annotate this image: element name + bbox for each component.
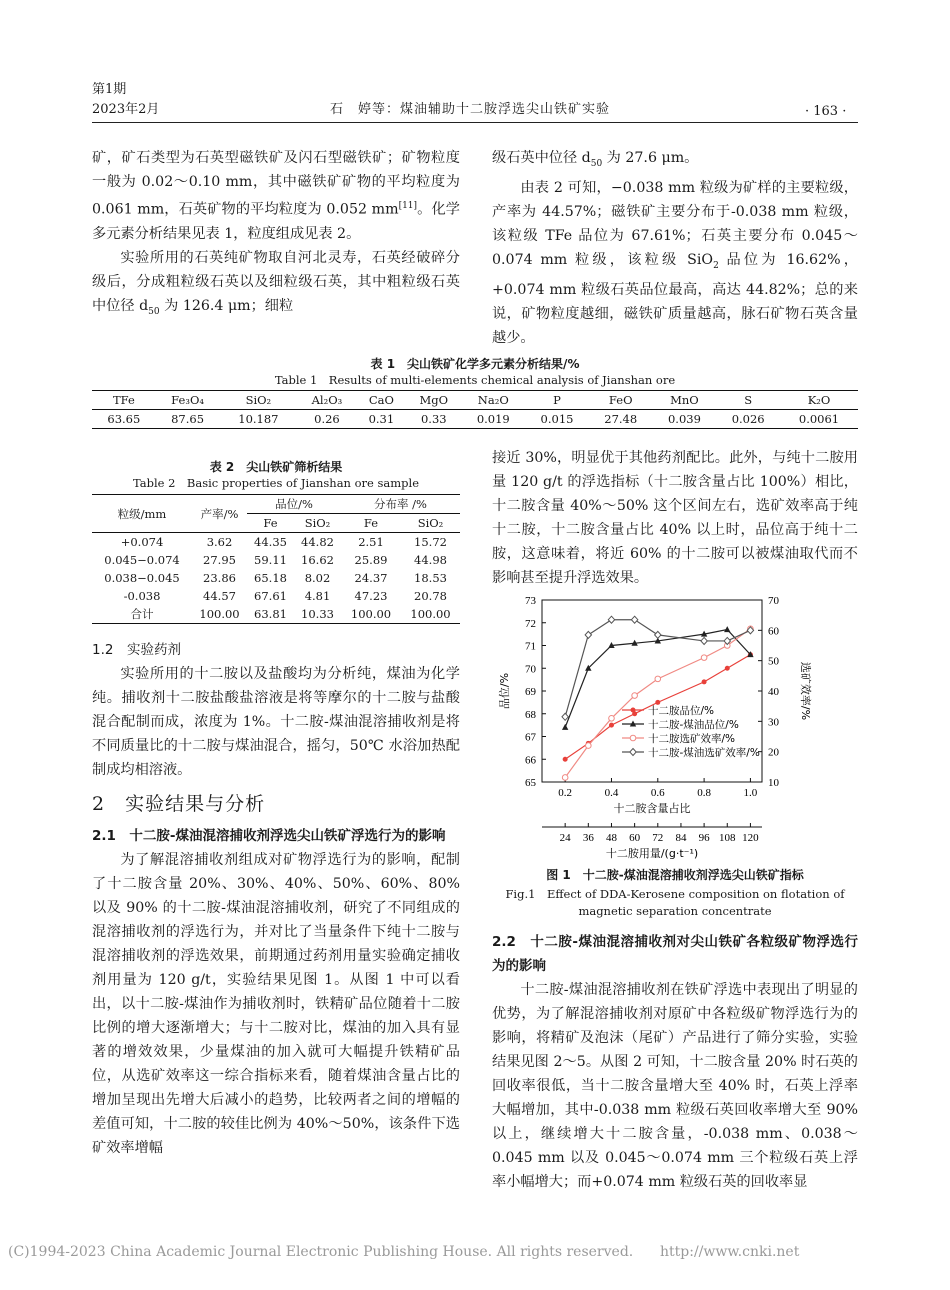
table2-cell: 100.00 <box>410 607 451 621</box>
section-2-1-heading: 2.1 十二胺-煤油混溶捕收剂浮选尖山铁矿浮选行为的影响 <box>92 828 446 844</box>
table2-body <box>92 533 460 624</box>
table2-h-grade: 品位/% <box>247 495 341 514</box>
table1-header-cell: Fe₃O₄ <box>171 393 204 407</box>
section-2-heading: 2 实验结果与分析 <box>92 793 266 815</box>
x2-tick-label: 24 <box>559 832 571 844</box>
table-row <box>92 587 460 605</box>
table-row <box>92 533 460 552</box>
data-point <box>655 676 661 682</box>
x-tick-label: 0.4 <box>604 787 619 799</box>
table1-value-cell: 0.026 <box>731 412 765 426</box>
right-body-bottom <box>492 930 858 1194</box>
table1-header-cell: K₂O <box>807 393 831 407</box>
y-left-tick-label: 65 <box>525 777 536 789</box>
x-tick-label: 0.8 <box>697 787 711 799</box>
section-1-2-heading: 1.2 实验药剂 <box>92 642 181 658</box>
paragraph-table2-analysis: 由表 2 可知，−0.038 mm 粒级为矿样的主要粒级，产率为 44.57%；磁铁矿主要分布于-0.038 mm 粒级，该粒级 TFe 品位为 67.61%；石英主要分布 0.045～0.074 mm 粒级，该粒级 SiO$_2$ 品位为 16.62%，+0.074 mm 粒级石英品位最高，高达 44.82%；总的来说，矿物粒度越细，磁铁矿质量越高，脉石矿物石英含量越少。 <box>492 179 858 346</box>
y-right-tick-label: 10 <box>768 777 779 789</box>
table2-cell: 0.038−0.045 <box>104 571 180 585</box>
x-tick-label: 0.6 <box>650 787 665 799</box>
table2-cell: 23.86 <box>203 571 236 585</box>
table1-value-cell: 0.31 <box>368 412 395 426</box>
y-left-tick-label: 68 <box>525 708 536 721</box>
data-point <box>724 626 730 632</box>
table1-title-cn: 表 1 尖山铁矿化学多元素分析结果/% <box>370 357 580 371</box>
y-left-tick-label: 69 <box>525 686 536 698</box>
data-point <box>631 616 637 623</box>
legend-label: 十二胺-煤油品位/% <box>648 719 739 731</box>
table-row <box>92 551 460 569</box>
legend-label: 十二胺品位/% <box>648 705 715 717</box>
running-title: 石 婷等：煤油辅助十二胺浮选尖山铁矿实验 <box>330 102 611 117</box>
table2-cell: +0.074 <box>120 535 164 549</box>
table2 <box>92 494 460 624</box>
table2-cell: 63.81 <box>254 607 287 621</box>
data-point <box>701 655 707 661</box>
table1-header-cell: TFe <box>112 393 135 407</box>
data-point <box>585 631 591 638</box>
table1-value-cell: 0.019 <box>476 412 510 426</box>
y-left-tick-label: 66 <box>525 754 536 767</box>
table1-value-cell: 0.039 <box>667 412 701 426</box>
table1-value-cell: 10.187 <box>238 412 279 426</box>
table2-cell: 24.37 <box>354 571 388 585</box>
table2-h-fe: Fe <box>263 516 278 530</box>
table1-header-cell: CaO <box>368 393 394 407</box>
x2-axis-label: 十二胺用量/(g·t⁻¹) <box>605 847 699 860</box>
header-rule <box>92 122 858 123</box>
table1-value-cell: 0.26 <box>314 412 340 426</box>
right-body-top <box>492 446 858 590</box>
data-point <box>562 775 568 781</box>
table1-value-cell: 0.015 <box>540 412 574 426</box>
data-point <box>562 724 568 730</box>
data-point <box>609 723 614 728</box>
table2-cell: 25.89 <box>354 553 388 567</box>
paragraph-quartz: 实验所用的石英纯矿物取自河北灵寿，石英经破碎分级后，分成粗粒级石英以及细粒级石英，其中粗粒级石英中位径 $d_{50}$ 为 126.4 μm；细粒 <box>92 249 460 317</box>
table1 <box>92 390 858 429</box>
table2-cell: 4.81 <box>304 589 331 603</box>
y-right-tick-label: 50 <box>768 655 779 668</box>
x2-tick-label: 48 <box>605 832 617 844</box>
x-tick-label: 1.0 <box>743 787 758 799</box>
table1-title-en: Table 1 Results of multi-elements chemical analysis of Jianshan ore <box>274 373 676 387</box>
table2-cell: 59.11 <box>254 553 287 567</box>
table2-cell: 47.23 <box>354 589 388 603</box>
table1-header-cell: MnO <box>670 393 699 407</box>
paragraph-2-2: 十二胺-煤油混溶捕收剂在铁矿浮选中表现出了明显的优势，为了解混溶捕收剂对原矿中各粒级矿物浮选行为的影响，将精矿及泡沫（尾矿）产品进行了筛分实验，实验结果见图 2～5。从图 2 可知，十二胺含量 20% 时石英的回收率很低，当十二胺含量增大至 40% 时，石英上浮率大幅增加，其中-0.038 mm 粒级石英回收率增大至 90% 以上，继续增大十二胺含量，-0.038 mm、0.038～0.045 mm 以及 0.045～0.074 mm 三个粒级石英上浮率小幅增大；而+0.074 mm 粒级石英的回收率显 <box>492 982 858 1190</box>
data-point <box>655 631 661 638</box>
table1-header-cell: SiO₂ <box>245 393 272 407</box>
table2-cell: 0.045−0.074 <box>104 553 180 567</box>
y-left-tick-label: 70 <box>525 663 536 676</box>
data-point <box>725 666 730 671</box>
table2-cell: 2.51 <box>358 535 384 549</box>
table1-value-cell: 87.65 <box>171 412 205 426</box>
figure-1-caption-en1: Fig.1 Effect of DDA-Kerosene composition on flotation of <box>505 887 845 901</box>
table1-value-cell: 63.65 <box>107 412 141 426</box>
paragraph-ore-type: 矿，矿石类型为石英型磁铁矿及闪石型磁铁矿；矿物粒度一般为 0.02～0.10 mm，其中磁铁矿矿物的平均粒度为 0.061 mm，石英矿物的平均粒度为 0.052 mm[11]。化学多元素分析结果见表 1，粒度组成见表 2。 <box>92 150 460 242</box>
table2-cell: 20.78 <box>414 589 447 603</box>
table1-header-row <box>92 391 858 410</box>
table1-header-cell: S <box>744 393 753 407</box>
table2-h-size: 粒级/mm <box>117 506 167 521</box>
table-row <box>92 569 460 587</box>
y-left-tick-label: 72 <box>525 617 536 630</box>
table2-h-dist: 分布率 /% <box>341 495 460 514</box>
y-left-axis-label: 品位/% <box>498 672 511 710</box>
data-point <box>608 616 614 623</box>
legend-label: 十二胺-煤油选矿效率/% <box>648 747 760 759</box>
x2-tick-label: 96 <box>698 832 710 844</box>
data-point <box>586 743 592 749</box>
legend-marker <box>630 749 636 756</box>
right-top-text <box>492 146 858 350</box>
y-right-tick-label: 20 <box>768 746 779 759</box>
x2-tick-label: 84 <box>675 832 687 844</box>
table2-cell: 100.00 <box>350 607 392 621</box>
legend-marker <box>631 708 636 713</box>
paragraph-fine-quartz: 级石英中位径 $d_{50}$ 为 27.6 μm。 <box>492 150 699 169</box>
x2-tick-label: 72 <box>652 832 664 844</box>
issue-number: 第1期 <box>92 82 127 97</box>
figure-1-caption-cn: 图 1 十二胺-煤油混溶捕收剂浮选尖山铁矿指标 <box>546 868 804 882</box>
table2-cell: 44.57 <box>203 589 236 603</box>
x2-tick-label: 60 <box>629 832 641 844</box>
paragraph-reagents: 实验所用的十二胺以及盐酸均为分析纯，煤油为化学纯。捕收剂十二胺盐酸盐溶液是将等摩尔的十二胺与盐酸混合配制而成，浓度为 1%。十二胺-煤油混溶捕收剂是将不同质量比的十二胺与煤油混合，摇匀，50℃ 水浴加热配制成均相溶液。 <box>92 666 460 778</box>
y-right-axis-label: 选矿效率/% <box>799 661 812 721</box>
table1-value-cell: 27.48 <box>604 412 638 426</box>
data-point <box>632 693 638 699</box>
table2-cell: 合计 <box>130 607 154 621</box>
table1-value-cell: 0.33 <box>420 412 447 426</box>
table2-cell: 44.82 <box>301 535 334 549</box>
x-axis-label: 十二胺含量占比 <box>613 802 691 815</box>
table2-cell: 65.18 <box>254 571 287 585</box>
issue-date: 2023年2月 <box>92 102 160 117</box>
table1-value-row <box>92 410 858 429</box>
data-point <box>701 637 707 644</box>
data-point <box>563 757 568 762</box>
table2-cell: 10.33 <box>301 607 334 621</box>
y-right-tick-label: 70 <box>768 595 779 607</box>
table2-h-yield: 产率/% <box>200 506 239 521</box>
y-left-tick-label: 71 <box>525 640 536 653</box>
x-tick-label: 0.2 <box>558 787 573 799</box>
table1-header-cell: Al₂O₃ <box>311 393 343 407</box>
table2-title-en: Table 2 Basic properties of Jianshan ore sample <box>132 476 420 490</box>
table2-cell: 3.62 <box>206 535 233 549</box>
citation-ref: [11] <box>398 201 418 211</box>
table1-header-cell: MgO <box>419 393 449 407</box>
data-point <box>562 713 568 720</box>
left-top-text <box>92 146 460 324</box>
y-right-tick-label: 40 <box>768 686 779 698</box>
footer-url: http://www.cnki.net <box>660 1244 800 1260</box>
table1-value-cell: 0.0061 <box>798 412 840 426</box>
x2-tick-label: 120 <box>742 832 759 844</box>
data-point <box>609 716 615 722</box>
paragraph-2-1: 为了解混溶捕收剂组成对矿物浮选行为的影响，配制了十二胺含量 20%、30%、40%、50%、60%、80% 以及 90% 的十二胺-煤油混溶捕收剂，研究了不同组成的混溶捕收剂的浮选行为，并对比了当量条件下纯十二胺与混溶捕收剂的浮选效果，前期通过药剂用量实验确定捕收剂用量为 120 g/t，实验结果见图 1。从图 1 中可以看出，以十二胺-煤油作为捕收剂时，铁精矿品位随着十二胺比例的增大逐渐增大；与十二胺对比，煤油的加入具有显著的增效效果，少量煤油的加入就可大幅提升铁精矿品位，从选矿效率这一综合指标来看，随着煤油含量占比的增加呈现出先增大后减小的趋势，比较两者之间的增幅的差值可知，十二胺的较佳比例为 40%～50%，该条件下选矿效率增幅 <box>92 852 460 1156</box>
table2-cell: 44.35 <box>254 535 287 549</box>
table2-cell: 100.00 <box>199 607 240 621</box>
table2-cell: -0.038 <box>123 589 161 603</box>
table2-cell: 8.02 <box>304 571 331 585</box>
table1-header-cell: Na₂O <box>477 393 509 407</box>
table2-h-sio2-dist: SiO₂ <box>417 516 444 530</box>
x2-tick-label: 36 <box>582 832 594 844</box>
table2-cell: 44.98 <box>414 553 447 567</box>
table2-h-sio2: SiO₂ <box>304 516 331 530</box>
x2-tick-label: 108 <box>719 832 736 844</box>
table-row <box>92 605 460 624</box>
table2-cell: 18.53 <box>414 571 447 585</box>
table1-header-cell: P <box>553 393 561 407</box>
page-number: · 163 · <box>805 104 847 119</box>
table2-cell: 16.62 <box>301 553 334 567</box>
legend-label: 十二胺选矿效率/% <box>648 733 736 745</box>
figure-1-chart <box>492 592 822 860</box>
y-right-tick-label: 30 <box>768 716 779 729</box>
data-point <box>702 679 707 684</box>
section-2-2-heading: 2.2 十二胺-煤油混溶捕收剂对尖山铁矿各粒级矿物浮选行为的影响 <box>492 934 858 974</box>
paragraph-cont: 接近 30%，明显优于其他药剂配比。此外，与纯十二胺用量 120 g/t 的浮选指标（十二胺含量占比 100%）相比，十二胺含量 40%～50% 这个区间左右，选矿效率高于纯十二胺，十二胺含量占比 40% 以上时，品位高于纯十二胺，这意味着，将近 60% 的十二胺可以被煤油取代而不影响甚至提升浮选效果。 <box>492 450 858 586</box>
y-left-tick-label: 67 <box>525 731 536 744</box>
table2-cell: 27.95 <box>203 553 236 567</box>
left-body <box>92 638 460 1160</box>
table2-cell: 15.72 <box>414 535 447 549</box>
footer-copyright: (C)1994-2023 China Academic Journal Electronic Publishing House. All rights reserved. <box>8 1244 634 1260</box>
table2-cell: 67.61 <box>254 589 287 603</box>
legend-marker <box>630 735 636 741</box>
table2-header-row1 <box>92 495 460 514</box>
table1-header-cell: FeO <box>608 393 633 407</box>
table2-title-cn: 表 2 尖山铁矿筛析结果 <box>209 460 343 474</box>
y-right-tick-label: 60 <box>768 625 779 638</box>
table2-h-fe-dist: Fe <box>363 516 379 530</box>
y-left-tick-label: 73 <box>525 595 536 607</box>
figure-1-caption-en2: magnetic separation concentrate <box>578 904 772 918</box>
